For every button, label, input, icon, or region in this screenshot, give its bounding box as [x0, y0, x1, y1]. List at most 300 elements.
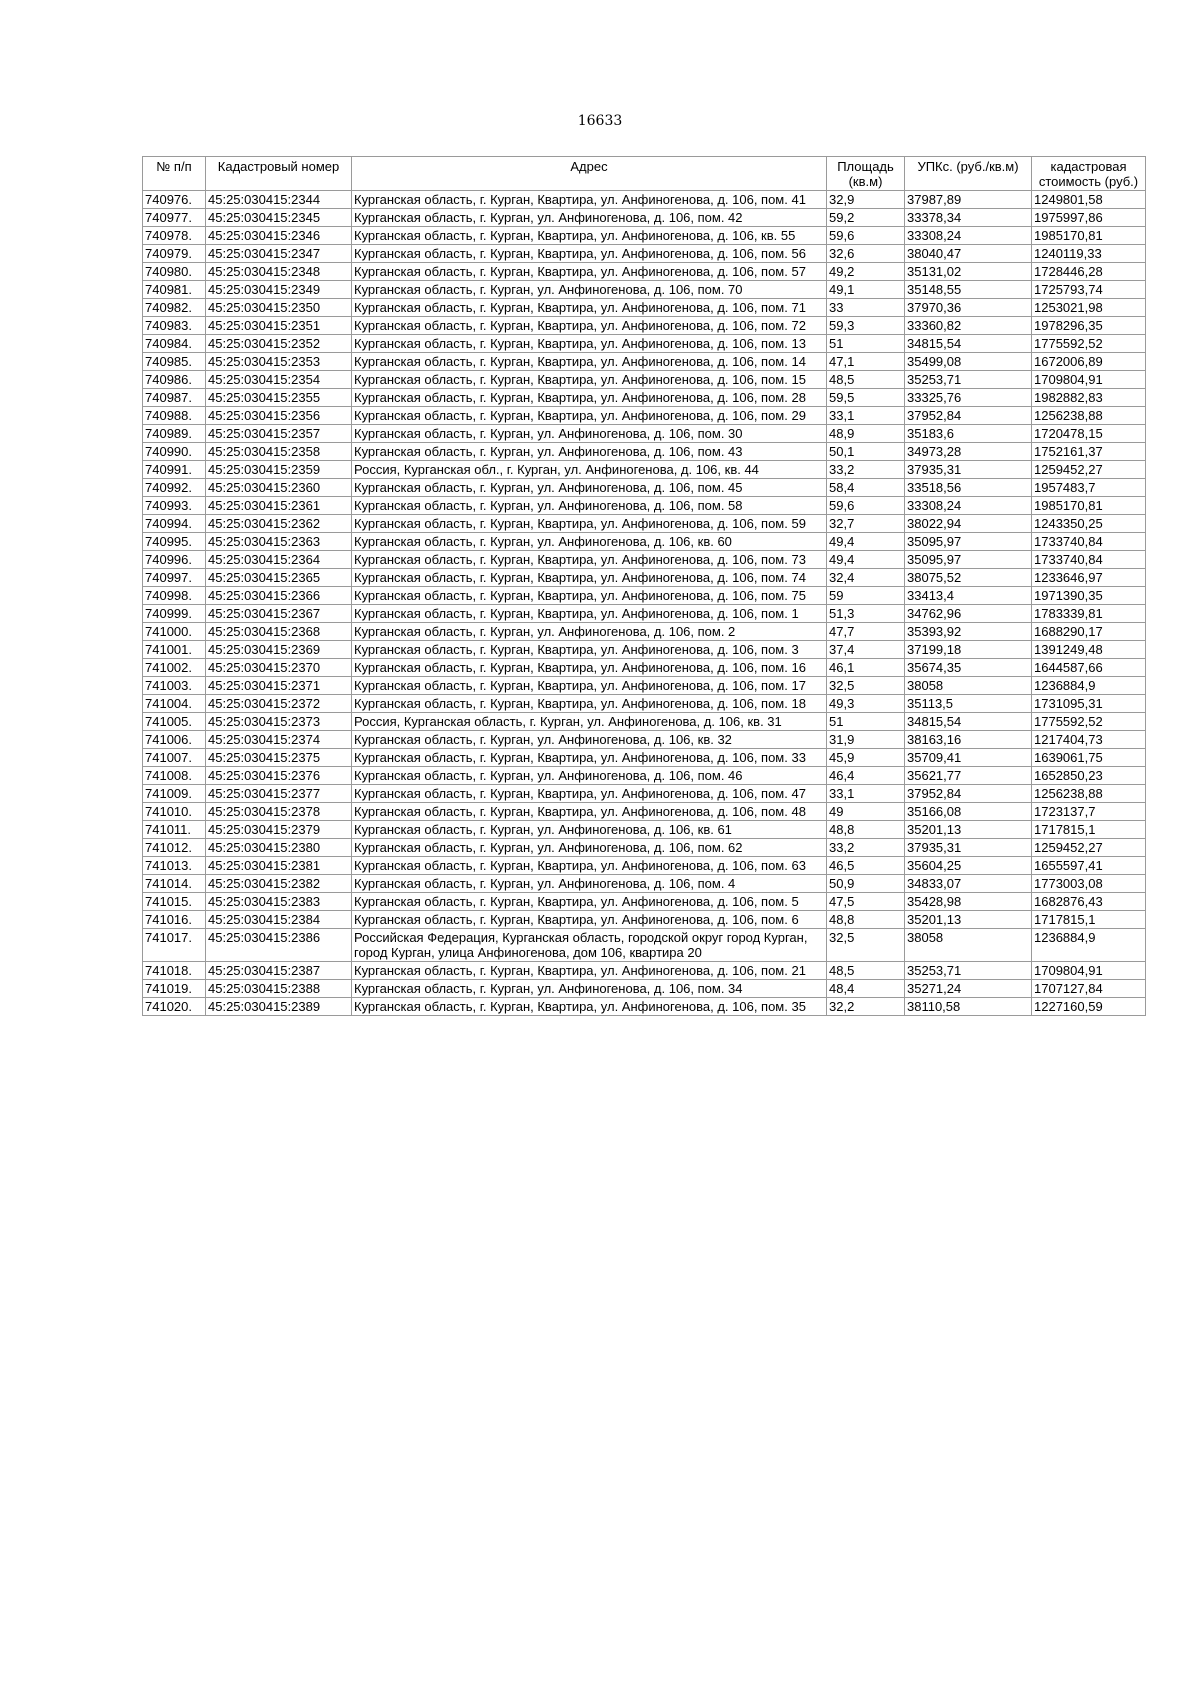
cell-upks: 35709,41 [905, 749, 1032, 767]
cell-num: 740989. [143, 425, 206, 443]
cell-cost: 1709804,91 [1032, 371, 1146, 389]
cell-cost: 1249801,58 [1032, 191, 1146, 209]
cell-cost: 1717815,1 [1032, 821, 1146, 839]
cell-cost: 1655597,41 [1032, 857, 1146, 875]
cell-upks: 37199,18 [905, 641, 1032, 659]
cell-upks: 35201,13 [905, 821, 1032, 839]
cell-cadastral-number: 45:25:030415:2349 [206, 281, 352, 299]
cell-num: 740997. [143, 569, 206, 587]
cell-num: 740986. [143, 371, 206, 389]
column-header-address: Адрес [352, 157, 827, 191]
table-row [143, 929, 1146, 962]
cell-upks: 34762,96 [905, 605, 1032, 623]
cell-cost: 1236884,9 [1032, 677, 1146, 695]
cell-cadastral-number: 45:25:030415:2351 [206, 317, 352, 335]
cell-cadastral-number: 45:25:030415:2366 [206, 587, 352, 605]
cell-cadastral-number: 45:25:030415:2369 [206, 641, 352, 659]
cell-cadastral-number: 45:25:030415:2355 [206, 389, 352, 407]
cell-address: Курганская область, г. Курган, Квартира, ул. Анфиногенова, д. 106, пом. 29 [352, 407, 827, 425]
cell-cadastral-number: 45:25:030415:2352 [206, 335, 352, 353]
cell-num: 740981. [143, 281, 206, 299]
cell-num: 740995. [143, 533, 206, 551]
cell-cost: 1985170,81 [1032, 497, 1146, 515]
cell-area: 50,1 [827, 443, 905, 461]
cell-num: 741004. [143, 695, 206, 713]
cell-cadastral-number: 45:25:030415:2374 [206, 731, 352, 749]
cell-cadastral-number: 45:25:030415:2372 [206, 695, 352, 713]
cell-address: Курганская область, г. Курган, Квартира, ул. Анфиногенова, д. 106, кв. 55 [352, 227, 827, 245]
cell-cost: 1717815,1 [1032, 911, 1146, 929]
cell-address: Курганская область, г. Курган, Квартира, ул. Анфиногенова, д. 106, пом. 13 [352, 335, 827, 353]
cell-cost: 1217404,73 [1032, 731, 1146, 749]
cell-cadastral-number: 45:25:030415:2375 [206, 749, 352, 767]
cell-upks: 33308,24 [905, 227, 1032, 245]
cell-area: 46,1 [827, 659, 905, 677]
cell-address: Российская Федерация, Курганская область, городской округ город Курган, город Курган, улица Анфиногенова, дом 106, квартира 20 [352, 929, 827, 962]
cell-cadastral-number: 45:25:030415:2361 [206, 497, 352, 515]
table-row [143, 461, 1146, 479]
cell-cadastral-number: 45:25:030415:2388 [206, 980, 352, 998]
cell-area: 33 [827, 299, 905, 317]
cell-num: 741020. [143, 998, 206, 1016]
cell-cadastral-number: 45:25:030415:2345 [206, 209, 352, 227]
cell-area: 59 [827, 587, 905, 605]
cell-cost: 1775592,52 [1032, 335, 1146, 353]
cell-address: Курганская область, г. Курган, Квартира, ул. Анфиногенова, д. 106, пом. 17 [352, 677, 827, 695]
cell-cost: 1233646,97 [1032, 569, 1146, 587]
cell-address: Курганская область, г. Курган, Квартира, ул. Анфиногенова, д. 106, пом. 15 [352, 371, 827, 389]
cell-upks: 35095,97 [905, 533, 1032, 551]
cell-num: 740977. [143, 209, 206, 227]
cell-cadastral-number: 45:25:030415:2354 [206, 371, 352, 389]
table-header [143, 157, 1146, 191]
table-row [143, 407, 1146, 425]
cell-address: Курганская область, г. Курган, ул. Анфиногенова, д. 106, пом. 42 [352, 209, 827, 227]
cell-cadastral-number: 45:25:030415:2378 [206, 803, 352, 821]
cell-cost: 1752161,37 [1032, 443, 1146, 461]
cell-area: 48,5 [827, 962, 905, 980]
cell-address: Курганская область, г. Курган, Квартира, ул. Анфиногенова, д. 106, пом. 73 [352, 551, 827, 569]
cell-cadastral-number: 45:25:030415:2376 [206, 767, 352, 785]
cell-num: 741019. [143, 980, 206, 998]
cell-upks: 33378,34 [905, 209, 1032, 227]
cell-cadastral-number: 45:25:030415:2368 [206, 623, 352, 641]
cell-cost: 1957483,7 [1032, 479, 1146, 497]
cell-cost: 1240119,33 [1032, 245, 1146, 263]
cell-area: 59,3 [827, 317, 905, 335]
table-row [143, 998, 1146, 1016]
table-row [143, 713, 1146, 731]
cell-upks: 35166,08 [905, 803, 1032, 821]
column-header-upks: УПКс. (руб./кв.м) [905, 157, 1032, 191]
cell-cost: 1236884,9 [1032, 929, 1146, 962]
cell-upks: 35674,35 [905, 659, 1032, 677]
cell-area: 31,9 [827, 731, 905, 749]
cell-area: 45,9 [827, 749, 905, 767]
cell-num: 741018. [143, 962, 206, 980]
table-row [143, 677, 1146, 695]
cell-upks: 38058 [905, 677, 1032, 695]
cell-area: 32,9 [827, 191, 905, 209]
cell-address: Курганская область, г. Курган, Квартира, ул. Анфиногенова, д. 106, пом. 18 [352, 695, 827, 713]
cell-cadastral-number: 45:25:030415:2377 [206, 785, 352, 803]
table-row [143, 479, 1146, 497]
table-row [143, 821, 1146, 839]
cell-area: 59,5 [827, 389, 905, 407]
table-row [143, 263, 1146, 281]
cell-cost: 1639061,75 [1032, 749, 1146, 767]
cell-num: 740978. [143, 227, 206, 245]
cell-upks: 35148,55 [905, 281, 1032, 299]
cell-area: 51 [827, 335, 905, 353]
cell-num: 741012. [143, 839, 206, 857]
cell-cost: 1259452,27 [1032, 461, 1146, 479]
cell-cadastral-number: 45:25:030415:2364 [206, 551, 352, 569]
cell-area: 48,9 [827, 425, 905, 443]
cell-upks: 35428,98 [905, 893, 1032, 911]
table-row [143, 245, 1146, 263]
cell-area: 48,4 [827, 980, 905, 998]
table-row [143, 695, 1146, 713]
cell-upks: 37970,36 [905, 299, 1032, 317]
cell-cadastral-number: 45:25:030415:2382 [206, 875, 352, 893]
cell-cadastral-number: 45:25:030415:2362 [206, 515, 352, 533]
cell-address: Курганская область, г. Курган, Квартира, ул. Анфиногенова, д. 106, пом. 59 [352, 515, 827, 533]
cell-upks: 35131,02 [905, 263, 1032, 281]
cell-num: 740998. [143, 587, 206, 605]
cell-cadastral-number: 45:25:030415:2358 [206, 443, 352, 461]
cell-address: Курганская область, г. Курган, Квартира, ул. Анфиногенова, д. 106, пом. 71 [352, 299, 827, 317]
cell-num: 741005. [143, 713, 206, 731]
cell-address: Курганская область, г. Курган, Квартира, ул. Анфиногенова, д. 106, пом. 48 [352, 803, 827, 821]
table-row [143, 317, 1146, 335]
cell-area: 50,9 [827, 875, 905, 893]
table-header-row [143, 157, 1146, 191]
cell-num: 741002. [143, 659, 206, 677]
cell-upks: 35113,5 [905, 695, 1032, 713]
cell-cadastral-number: 45:25:030415:2387 [206, 962, 352, 980]
cell-num: 741016. [143, 911, 206, 929]
cell-upks: 38022,94 [905, 515, 1032, 533]
table-row [143, 353, 1146, 371]
cell-cadastral-number: 45:25:030415:2360 [206, 479, 352, 497]
cell-address: Курганская область, г. Курган, Квартира, ул. Анфиногенова, д. 106, пом. 57 [352, 263, 827, 281]
cadastral-value-table [142, 156, 1146, 1016]
cell-area: 51,3 [827, 605, 905, 623]
cell-area: 49,3 [827, 695, 905, 713]
cell-num: 740984. [143, 335, 206, 353]
cell-cadastral-number: 45:25:030415:2384 [206, 911, 352, 929]
table-row [143, 281, 1146, 299]
cell-address: Курганская область, г. Курган, ул. Анфиногенова, д. 106, пом. 62 [352, 839, 827, 857]
cell-cost: 1971390,35 [1032, 587, 1146, 605]
table-row [143, 857, 1146, 875]
table-row [143, 767, 1146, 785]
column-header-area: Площадь (кв.м) [827, 157, 905, 191]
cell-cadastral-number: 45:25:030415:2365 [206, 569, 352, 587]
cell-area: 49,1 [827, 281, 905, 299]
cell-area: 33,1 [827, 785, 905, 803]
cell-cadastral-number: 45:25:030415:2373 [206, 713, 352, 731]
cell-num: 741010. [143, 803, 206, 821]
cell-cadastral-number: 45:25:030415:2350 [206, 299, 352, 317]
cell-address: Курганская область, г. Курган, Квартира, ул. Анфиногенова, д. 106, пом. 21 [352, 962, 827, 980]
cell-num: 740982. [143, 299, 206, 317]
cell-address: Курганская область, г. Курган, ул. Анфиногенова, д. 106, кв. 60 [352, 533, 827, 551]
table-row [143, 533, 1146, 551]
cell-cadastral-number: 45:25:030415:2380 [206, 839, 352, 857]
cell-cadastral-number: 45:25:030415:2346 [206, 227, 352, 245]
cell-upks: 37952,84 [905, 785, 1032, 803]
cell-address: Курганская область, г. Курган, ул. Анфиногенова, д. 106, пом. 45 [352, 479, 827, 497]
cell-cost: 1227160,59 [1032, 998, 1146, 1016]
cell-address: Курганская область, г. Курган, ул. Анфиногенова, д. 106, пом. 70 [352, 281, 827, 299]
cell-upks: 34973,28 [905, 443, 1032, 461]
table-row [143, 785, 1146, 803]
cell-num: 740985. [143, 353, 206, 371]
cell-num: 741015. [143, 893, 206, 911]
cell-upks: 38075,52 [905, 569, 1032, 587]
table-row [143, 587, 1146, 605]
cell-upks: 35393,92 [905, 623, 1032, 641]
table-row [143, 425, 1146, 443]
cell-address: Курганская область, г. Курган, Квартира, ул. Анфиногенова, д. 106, пом. 56 [352, 245, 827, 263]
cell-area: 33,2 [827, 839, 905, 857]
cell-num: 740979. [143, 245, 206, 263]
cell-upks: 35253,71 [905, 962, 1032, 980]
cell-address: Курганская область, г. Курган, ул. Анфиногенова, д. 106, пом. 46 [352, 767, 827, 785]
table-row [143, 227, 1146, 245]
cell-area: 49,4 [827, 551, 905, 569]
table-row [143, 389, 1146, 407]
cell-cost: 1243350,25 [1032, 515, 1146, 533]
cell-num: 740976. [143, 191, 206, 209]
cell-cadastral-number: 45:25:030415:2367 [206, 605, 352, 623]
table-row [143, 623, 1146, 641]
cell-cost: 1720478,15 [1032, 425, 1146, 443]
cell-cost: 1709804,91 [1032, 962, 1146, 980]
cell-num: 741008. [143, 767, 206, 785]
cell-cadastral-number: 45:25:030415:2359 [206, 461, 352, 479]
cell-upks: 37952,84 [905, 407, 1032, 425]
cell-address: Курганская область, г. Курган, ул. Анфиногенова, д. 106, кв. 61 [352, 821, 827, 839]
cell-upks: 33325,76 [905, 389, 1032, 407]
cell-area: 32,6 [827, 245, 905, 263]
cell-area: 59,6 [827, 497, 905, 515]
column-header-cadastral: Кадастровый номер [206, 157, 352, 191]
table-row [143, 443, 1146, 461]
cell-address: Курганская область, г. Курган, ул. Анфиногенова, д. 106, кв. 32 [352, 731, 827, 749]
cell-cadastral-number: 45:25:030415:2356 [206, 407, 352, 425]
cell-upks: 38110,58 [905, 998, 1032, 1016]
table-row [143, 731, 1146, 749]
table-row [143, 497, 1146, 515]
table-row [143, 209, 1146, 227]
cell-area: 48,5 [827, 371, 905, 389]
cell-num: 740988. [143, 407, 206, 425]
cell-area: 59,2 [827, 209, 905, 227]
cell-address: Курганская область, г. Курган, Квартира, ул. Анфиногенова, д. 106, пом. 33 [352, 749, 827, 767]
cell-upks: 35499,08 [905, 353, 1032, 371]
cell-upks: 35183,6 [905, 425, 1032, 443]
cell-cadastral-number: 45:25:030415:2344 [206, 191, 352, 209]
table-row [143, 749, 1146, 767]
cell-cadastral-number: 45:25:030415:2381 [206, 857, 352, 875]
cell-area: 49,2 [827, 263, 905, 281]
table-row [143, 962, 1146, 980]
table-row [143, 515, 1146, 533]
cell-num: 740990. [143, 443, 206, 461]
cell-cost: 1256238,88 [1032, 785, 1146, 803]
cell-cost: 1783339,81 [1032, 605, 1146, 623]
cell-cadastral-number: 45:25:030415:2353 [206, 353, 352, 371]
cell-num: 741014. [143, 875, 206, 893]
cell-cost: 1253021,98 [1032, 299, 1146, 317]
cell-address: Курганская область, г. Курган, Квартира, ул. Анфиногенова, д. 106, пом. 28 [352, 389, 827, 407]
table-row [143, 335, 1146, 353]
cell-address: Курганская область, г. Курган, ул. Анфиногенова, д. 106, пом. 58 [352, 497, 827, 515]
cell-address: Курганская область, г. Курган, Квартира, ул. Анфиногенова, д. 106, пом. 75 [352, 587, 827, 605]
table-row [143, 641, 1146, 659]
cell-num: 740992. [143, 479, 206, 497]
cell-num: 740987. [143, 389, 206, 407]
cell-cost: 1725793,74 [1032, 281, 1146, 299]
cell-cost: 1688290,17 [1032, 623, 1146, 641]
cell-area: 47,7 [827, 623, 905, 641]
table-row [143, 605, 1146, 623]
cell-address: Курганская область, г. Курган, ул. Анфиногенова, д. 106, пом. 4 [352, 875, 827, 893]
cell-address: Курганская область, г. Курган, Квартира, ул. Анфиногенова, д. 106, пом. 41 [352, 191, 827, 209]
cell-upks: 34815,54 [905, 335, 1032, 353]
cell-upks: 37935,31 [905, 461, 1032, 479]
cell-cost: 1733740,84 [1032, 533, 1146, 551]
cell-cadastral-number: 45:25:030415:2379 [206, 821, 352, 839]
cell-address: Курганская область, г. Курган, ул. Анфиногенова, д. 106, пом. 30 [352, 425, 827, 443]
cell-cadastral-number: 45:25:030415:2371 [206, 677, 352, 695]
cell-area: 46,5 [827, 857, 905, 875]
cell-area: 32,4 [827, 569, 905, 587]
cell-num: 741017. [143, 929, 206, 962]
cell-cost: 1707127,84 [1032, 980, 1146, 998]
cell-cost: 1644587,66 [1032, 659, 1146, 677]
cell-num: 741003. [143, 677, 206, 695]
cell-upks: 35621,77 [905, 767, 1032, 785]
cell-num: 740983. [143, 317, 206, 335]
table-row [143, 839, 1146, 857]
cell-address: Россия, Курганская обл., г. Курган, ул. Анфиногенова, д. 106, кв. 44 [352, 461, 827, 479]
cell-cost: 1982882,83 [1032, 389, 1146, 407]
table-row [143, 551, 1146, 569]
table-row [143, 191, 1146, 209]
cell-area: 49 [827, 803, 905, 821]
cell-address: Курганская область, г. Курган, ул. Анфиногенова, д. 106, пом. 2 [352, 623, 827, 641]
page-number: 16633 [577, 113, 623, 129]
cell-upks: 37935,31 [905, 839, 1032, 857]
cell-cost: 1733740,84 [1032, 551, 1146, 569]
cell-address: Курганская область, г. Курган, Квартира, ул. Анфиногенова, д. 106, пом. 63 [352, 857, 827, 875]
cell-cost: 1975997,86 [1032, 209, 1146, 227]
cell-cost: 1391249,48 [1032, 641, 1146, 659]
cell-area: 33,2 [827, 461, 905, 479]
cell-cost: 1652850,23 [1032, 767, 1146, 785]
cell-num: 741009. [143, 785, 206, 803]
cell-cadastral-number: 45:25:030415:2383 [206, 893, 352, 911]
table-row [143, 659, 1146, 677]
cell-area: 59,6 [827, 227, 905, 245]
cell-num: 741013. [143, 857, 206, 875]
cell-num: 740999. [143, 605, 206, 623]
cell-address: Курганская область, г. Курган, ул. Анфиногенова, д. 106, пом. 43 [352, 443, 827, 461]
cell-address: Курганская область, г. Курган, Квартира, ул. Анфиногенова, д. 106, пом. 1 [352, 605, 827, 623]
cell-cost: 1723137,7 [1032, 803, 1146, 821]
cell-num: 741007. [143, 749, 206, 767]
cell-cost: 1978296,35 [1032, 317, 1146, 335]
cell-address: Курганская область, г. Курган, Квартира, ул. Анфиногенова, д. 106, пом. 5 [352, 893, 827, 911]
cell-address: Россия, Курганская область, г. Курган, ул. Анфиногенова, д. 106, кв. 31 [352, 713, 827, 731]
cell-num: 741001. [143, 641, 206, 659]
cell-cost: 1773003,08 [1032, 875, 1146, 893]
cell-cadastral-number: 45:25:030415:2370 [206, 659, 352, 677]
cell-address: Курганская область, г. Курган, Квартира, ул. Анфиногенова, д. 106, пом. 16 [352, 659, 827, 677]
cell-num: 740991. [143, 461, 206, 479]
cell-upks: 35604,25 [905, 857, 1032, 875]
cell-area: 48,8 [827, 911, 905, 929]
cell-upks: 35095,97 [905, 551, 1032, 569]
cell-cost: 1672006,89 [1032, 353, 1146, 371]
cell-address: Курганская область, г. Курган, Квартира, ул. Анфиногенова, д. 106, пом. 74 [352, 569, 827, 587]
cell-address: Курганская область, г. Курган, Квартира, ул. Анфиногенова, д. 106, пом. 47 [352, 785, 827, 803]
cell-area: 48,8 [827, 821, 905, 839]
cell-num: 740980. [143, 263, 206, 281]
cell-area: 33,1 [827, 407, 905, 425]
column-header-cost: кадастровая стоимость (руб.) [1032, 157, 1146, 191]
cell-upks: 33360,82 [905, 317, 1032, 335]
cell-cost: 1682876,43 [1032, 893, 1146, 911]
cell-area: 32,5 [827, 929, 905, 962]
cell-area: 47,1 [827, 353, 905, 371]
cell-address: Курганская область, г. Курган, Квартира, ул. Анфиногенова, д. 106, пом. 14 [352, 353, 827, 371]
cell-area: 47,5 [827, 893, 905, 911]
cell-area: 37,4 [827, 641, 905, 659]
cell-upks: 33518,56 [905, 479, 1032, 497]
cell-cost: 1256238,88 [1032, 407, 1146, 425]
cell-cost: 1259452,27 [1032, 839, 1146, 857]
cell-num: 741006. [143, 731, 206, 749]
cell-area: 49,4 [827, 533, 905, 551]
cell-address: Курганская область, г. Курган, Квартира, ул. Анфиногенова, д. 106, пом. 3 [352, 641, 827, 659]
cell-upks: 37987,89 [905, 191, 1032, 209]
cell-upks: 38058 [905, 929, 1032, 962]
cell-upks: 35271,24 [905, 980, 1032, 998]
table-row [143, 803, 1146, 821]
cell-address: Курганская область, г. Курган, Квартира, ул. Анфиногенова, д. 106, пом. 35 [352, 998, 827, 1016]
cell-num: 741000. [143, 623, 206, 641]
table-row [143, 911, 1146, 929]
cell-upks: 38040,47 [905, 245, 1032, 263]
cell-area: 58,4 [827, 479, 905, 497]
cell-upks: 38163,16 [905, 731, 1032, 749]
cell-cost: 1731095,31 [1032, 695, 1146, 713]
cell-address: Курганская область, г. Курган, Квартира, ул. Анфиногенова, д. 106, пом. 72 [352, 317, 827, 335]
table-row [143, 893, 1146, 911]
cell-cost: 1728446,28 [1032, 263, 1146, 281]
cell-address: Курганская область, г. Курган, Квартира, ул. Анфиногенова, д. 106, пом. 6 [352, 911, 827, 929]
table-row [143, 299, 1146, 317]
table-row [143, 980, 1146, 998]
cell-cadastral-number: 45:25:030415:2389 [206, 998, 352, 1016]
cell-cadastral-number: 45:25:030415:2386 [206, 929, 352, 962]
table-row [143, 371, 1146, 389]
